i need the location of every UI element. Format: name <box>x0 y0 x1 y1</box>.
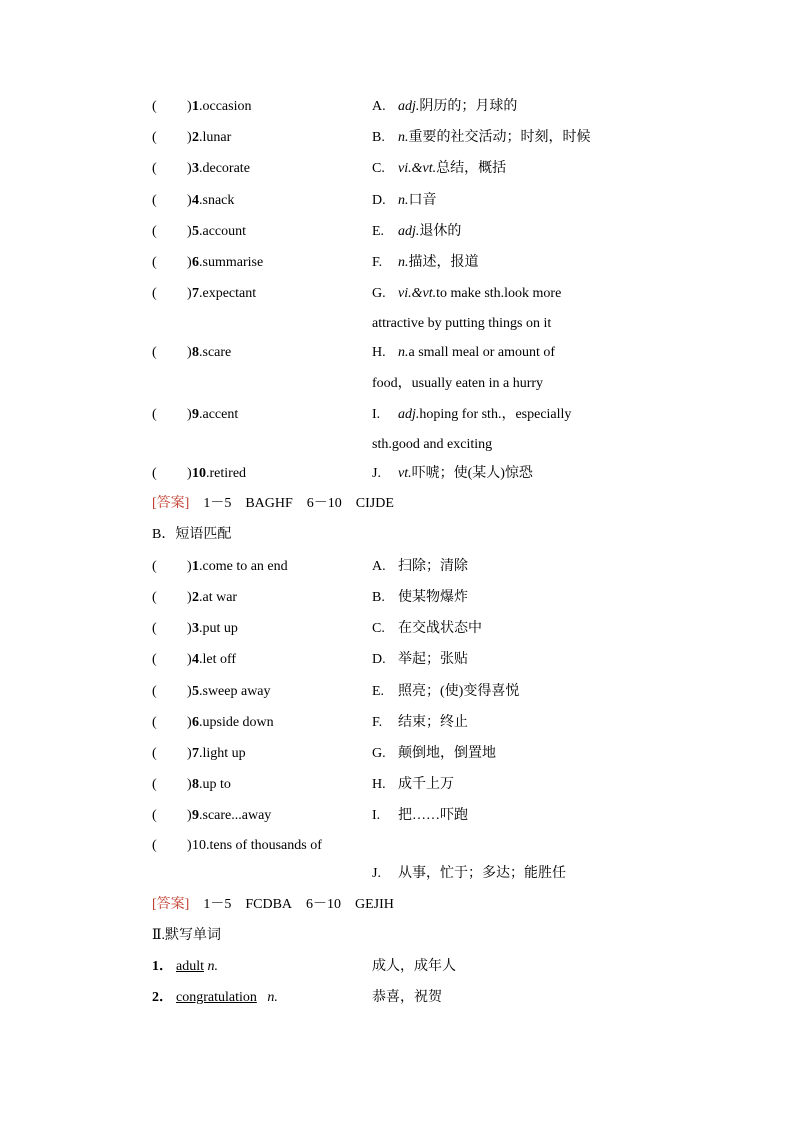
definition-continuation: sth.good and exciting <box>372 437 493 452</box>
match-row: ( ) 8.scare H. n.a small meal or amount of <box>0 342 794 364</box>
answer-blank[interactable]: ( <box>152 193 157 208</box>
match-row: ( ) 9.scare...away I. 把……吓跑 <box>0 805 794 827</box>
match-row: ( ) 10.retired J. vt.吓唬；使(某人)惊恐 <box>0 463 794 485</box>
answer-blank[interactable]: ( <box>152 621 157 636</box>
answer-blank[interactable]: ( <box>152 130 157 145</box>
answer-blank[interactable]: ( <box>152 224 157 239</box>
answer-blank[interactable]: ( <box>152 559 157 574</box>
answer-blank[interactable]: ( <box>152 715 157 730</box>
answer-blank[interactable]: ( <box>152 652 157 667</box>
answer-blank[interactable]: ( <box>152 466 157 481</box>
answer-blank[interactable]: ( <box>152 590 157 605</box>
match-option-row: J. 从事，忙于；多达；能胜任 <box>372 866 566 881</box>
answer-blank[interactable]: ( <box>152 407 157 422</box>
answer-tag: [答案] <box>152 496 190 511</box>
answer-key: [答案] 1－5 BAGHF 6－10 CIJDE <box>152 496 394 511</box>
match-row: ( ) 5.account E. adj.退休的 <box>0 221 794 243</box>
match-row: ( ) 3.decorate C. vi.&vt.总结，概括 <box>0 158 794 180</box>
answer-blank[interactable]: ( <box>152 255 157 270</box>
section-title: B．短语匹配 <box>152 527 232 542</box>
answer-blank[interactable]: ( <box>152 746 157 761</box>
answer-blank[interactable]: ( <box>152 161 157 176</box>
match-row: ( ) 2.at war B. 使某物爆炸 <box>0 587 794 609</box>
answer-blank[interactable]: ( <box>152 99 157 114</box>
answer-blank[interactable]: ( <box>152 345 157 360</box>
match-row: ( ) 6.summarise F. n.描述，报道 <box>0 252 794 274</box>
match-row: ( ) 5.sweep away E. 照亮；(使)变得喜悦 <box>0 681 794 703</box>
match-row: ( ) 6.upside down F. 结束；终止 <box>0 712 794 734</box>
answer-tag: [答案] <box>152 897 190 912</box>
match-row: ( ) 4.snack D. n.口音 <box>0 190 794 212</box>
answer-blank[interactable]: ( <box>152 286 157 301</box>
answer-underline[interactable]: adult <box>176 959 204 974</box>
section-title: Ⅱ.默写单词 <box>152 928 222 943</box>
match-row: ( ) 1.come to an end A. 扫除；清除 <box>0 556 794 578</box>
definition-continuation: food，usually eaten in a hurry <box>372 376 544 391</box>
match-row: ( ) 10.tens of thousands of <box>0 835 794 857</box>
match-row: ( ) 4.let off D. 举起；张贴 <box>0 649 794 671</box>
answer-blank[interactable]: ( <box>152 777 157 792</box>
match-row: ( ) 9.accent I. adj.hoping for sth.，especially <box>0 404 794 426</box>
answer-blank[interactable]: ( <box>152 838 157 853</box>
match-row: ( ) 7.light up G. 颠倒地，倒置地 <box>0 743 794 765</box>
answer-blank[interactable]: ( <box>152 808 157 823</box>
match-row: ( ) 8.up to H. 成千上万 <box>0 774 794 796</box>
dictation-row: 2． congratulation n. 恭喜，祝贺 <box>152 990 442 1005</box>
match-row: ( ) 2.lunar B. n.重要的社交活动；时刻，时候 <box>0 127 794 149</box>
match-row: ( ) 7.expectant G. vi.&vt.to make sth.look more <box>0 283 794 305</box>
match-row: ( ) 1.occasion A. adj.阴历的；月球的 <box>0 96 794 118</box>
dictation-row: 1． adult n. 成人，成年人 <box>152 959 456 974</box>
answer-underline[interactable]: congratulation <box>176 990 257 1005</box>
answer-key: [答案] 1－5 FCDBA 6－10 GEJIH <box>152 897 394 912</box>
answer-blank[interactable]: ( <box>152 684 157 699</box>
definition-continuation: attractive by putting things on it <box>372 316 552 331</box>
match-row: ( ) 3.put up C. 在交战状态中 <box>0 618 794 640</box>
